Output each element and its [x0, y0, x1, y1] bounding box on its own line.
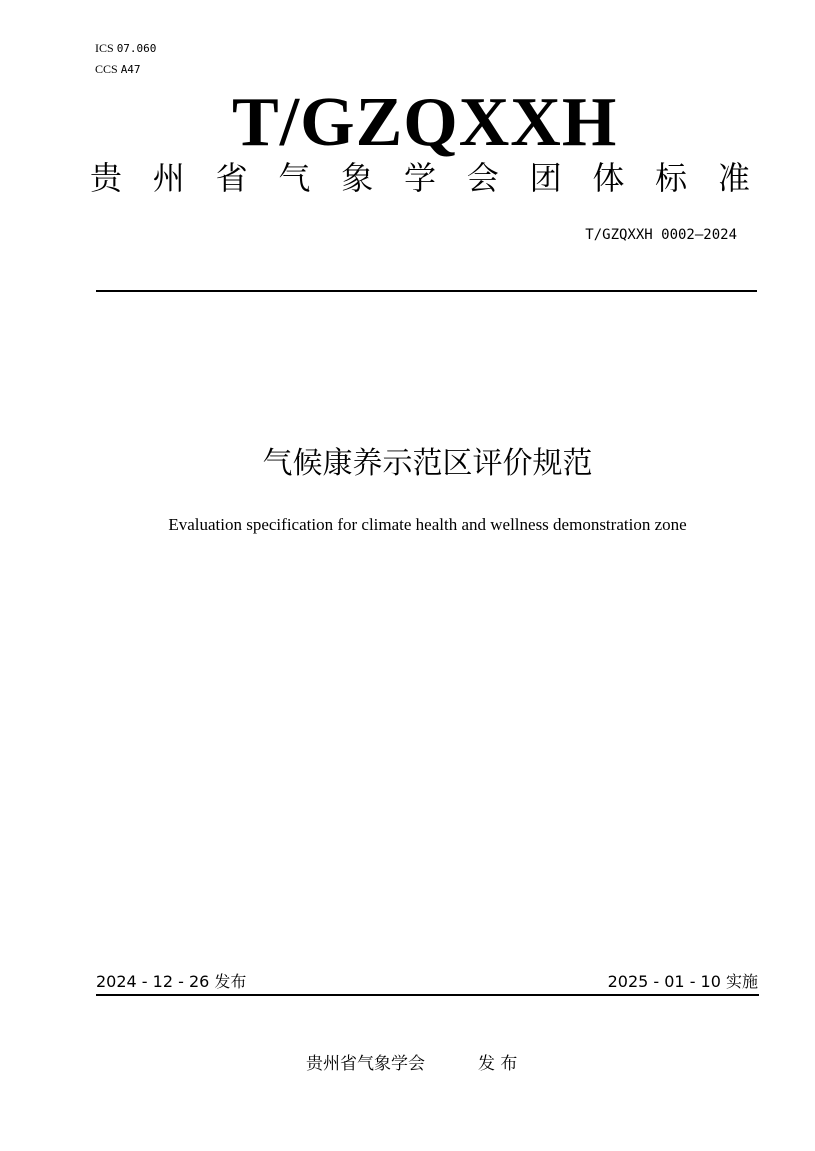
- org-title-char: 体: [592, 159, 625, 197]
- org-title-char: 省: [215, 159, 248, 197]
- issue-date: 2024 - 12 - 26 发布: [96, 972, 247, 991]
- publish-action: 发 布: [478, 1054, 518, 1074]
- org-title-char: 州: [152, 159, 185, 197]
- org-title-char: 象: [341, 159, 374, 197]
- ics-label: ICS: [95, 41, 114, 55]
- standard-number: T/GZQXXH 0002—2024: [585, 227, 737, 243]
- ics-code: 07.060: [116, 42, 157, 55]
- document-title-english: Evaluation specification for climate health and wellness demonstration zone: [168, 515, 687, 534]
- org-title-char: 准: [717, 159, 750, 197]
- org-title-char: 气: [278, 159, 311, 197]
- implementation-date: 2025 - 01 - 10 实施: [607, 972, 758, 991]
- organization-standard-title: [90, 158, 750, 198]
- org-title-char: 团: [529, 159, 562, 197]
- document-title-chinese: 气候康养示范区评价规范: [262, 446, 593, 481]
- standard-brand-code: T/GZQXXH: [232, 84, 618, 161]
- org-title-char: 标: [655, 159, 688, 197]
- publisher-name: 贵州省气象学会: [306, 1054, 425, 1074]
- org-title-char: 学: [403, 159, 436, 197]
- org-title-char: 贵: [90, 159, 123, 197]
- ccs-label: CCS: [95, 62, 118, 76]
- header-divider: [96, 290, 757, 292]
- ics-line: [95, 41, 156, 56]
- footer-divider: [96, 994, 759, 996]
- ccs-line: [95, 62, 141, 77]
- org-title-char: 会: [466, 159, 499, 197]
- ccs-code: A47: [120, 63, 141, 76]
